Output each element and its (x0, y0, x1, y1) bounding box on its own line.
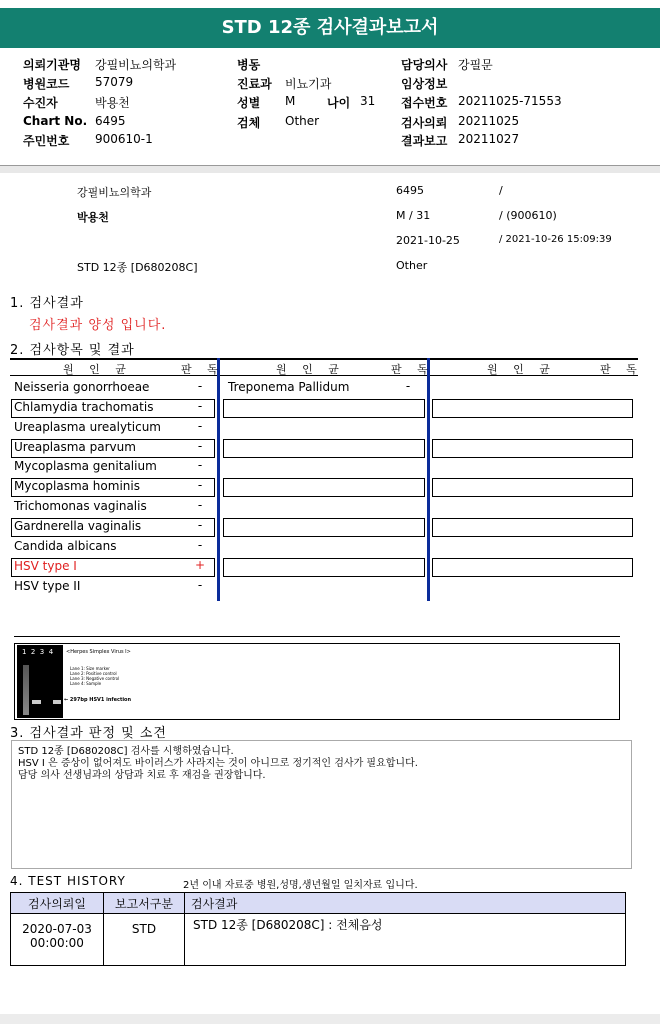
pathogen-name: Ureaplasma parvum (14, 439, 136, 454)
pathogen-name: Candida albicans (14, 538, 117, 553)
opinion-box (11, 740, 632, 869)
history-col-result: 검사결과 (185, 893, 626, 914)
history-col-type: 보고서구분 (104, 893, 185, 914)
id-value: 900610-1 (95, 132, 153, 146)
col2-empty-box (223, 478, 425, 497)
gel-legend-item: Lane 2: Positive control (70, 671, 117, 676)
pathogen-name: Trichomonas vaginalis (14, 499, 147, 514)
gel-legend-item: Lane 1: Size marker (70, 666, 110, 671)
pathogen-result: - (197, 517, 203, 532)
id-label: 주민번호 (23, 134, 70, 148)
gel-legend-item: Lane 3: Negative control (70, 676, 120, 681)
pathogen-name: Chlamydia trachomatis (14, 399, 154, 414)
pathogen-name: Ureaplasma urealyticum (14, 419, 161, 434)
col3-empty-box (432, 558, 633, 577)
age-value: 31 (360, 94, 376, 108)
col2-result-header: 판 독 (391, 363, 434, 376)
pathogen-result: - (197, 438, 203, 453)
pathogen-name: Mycoplasma genitalium (14, 459, 157, 474)
history-row (11, 914, 626, 966)
pathogen-result: - (197, 498, 203, 513)
chart-value: 6495 (95, 114, 126, 128)
pathogen-result: - (197, 398, 203, 413)
opinion-line: STD 12종 [D680208C] 검사를 시행하였습니다. (18, 746, 234, 757)
history-type: STD (104, 914, 185, 966)
section1-title: 1. 검사결과 (10, 296, 84, 311)
pathogen-result: - (197, 478, 203, 493)
sex-label: 성별 (237, 96, 261, 110)
gel-marker-lane (23, 665, 29, 715)
pathogen-result: - (197, 537, 203, 552)
col2-empty-box (223, 399, 425, 418)
pathogen-name: HSV type II (14, 578, 81, 593)
specimen-label: 검체 (237, 116, 261, 130)
dept-label: 진료과 (237, 77, 272, 91)
pathogen-result: - (197, 458, 203, 473)
dept-value: 비뇨기과 (285, 77, 332, 91)
col3-pathogen-header: 원 인 균 (487, 363, 556, 376)
pathogen-name: Gardnerella vaginalis (14, 518, 142, 533)
opinion-line: 담당 의사 선생님과의 상담과 치료 후 재검을 권장합니다. (18, 770, 266, 781)
pathogen-result: - (197, 577, 203, 592)
history-note: 2년 이내 자료중 병원,성명,생년월일 일치자료 입니다. (183, 880, 418, 891)
gel-band-positive (32, 700, 41, 704)
ward-label: 병동 (237, 58, 261, 72)
info-hospital: 강필비뇨의학과 (77, 186, 152, 199)
gel-band-sample (53, 700, 61, 704)
info-specimen: Other (396, 259, 428, 272)
history-header-row (11, 893, 626, 914)
pathogen-name: Neisseria gonorrhoeae (14, 380, 150, 394)
grid-divider-2 (427, 358, 430, 601)
pathogen-result: + (194, 557, 206, 572)
chart-label: Chart No. (23, 114, 88, 128)
col3-empty-box (432, 439, 633, 458)
gel-lanes: 1 2 3 4 (22, 648, 54, 656)
col2-pathogen-header: 원 인 균 (276, 363, 345, 376)
footer-shade (0, 1014, 660, 1024)
patient-value: 박용천 (95, 96, 130, 110)
patient-label: 수진자 (23, 96, 58, 110)
hospital-value: 강필비뇨의학과 (95, 58, 177, 72)
receipt-label: 접수번호 (401, 96, 448, 110)
col2-empty-box (223, 518, 425, 537)
result-summary: 검사결과 양성 입니다. (29, 318, 167, 333)
pathogen-result: - (197, 418, 203, 433)
sex-value: M (285, 94, 296, 108)
info-sex-age: M / 31 (396, 209, 431, 222)
col2-empty-box (223, 439, 425, 458)
report-date-value: 20211027 (458, 132, 520, 146)
gel-top-line (14, 636, 620, 637)
section4-title: 4. TEST HISTORY (10, 874, 126, 888)
report-title: STD 12종 검사결과보고서 (0, 8, 660, 48)
col3-empty-box (432, 478, 633, 497)
gel-image (17, 645, 63, 718)
hospital-label: 의뢰기관명 (23, 58, 81, 72)
section2-title: 2. 검사항목 및 결과 (10, 343, 135, 358)
age-label: 나이 (327, 96, 351, 110)
code-label: 병원코드 (23, 77, 70, 91)
info-date-reported: / 2021-10-26 15:09:39 (499, 234, 612, 245)
col3-empty-box (432, 518, 633, 537)
pathogen-result: - (405, 379, 411, 393)
doctor-label: 담당의사 (401, 58, 448, 72)
col1-result-header: 판 독 (181, 363, 224, 376)
info-chart: 6495 (396, 184, 424, 197)
report-date-label: 결과보고 (401, 134, 448, 148)
info-patient: 박용천 (77, 211, 109, 224)
history-date: 2020-07-03 (22, 922, 92, 936)
request-label: 검사의뢰 (401, 116, 448, 130)
history-date-cell (11, 914, 104, 966)
receipt-value: 20211025-71553 (458, 94, 562, 108)
history-col-date: 검사의뢰일 (11, 893, 104, 914)
doctor-value: 강필문 (458, 58, 493, 72)
info-date-received: 2021-10-25 (396, 234, 460, 247)
gel-title: <Herpes Simplex Virus I> (66, 649, 131, 655)
gel-legend-item: Lane 4: Sample (70, 681, 102, 686)
gel-arrow-label: ← 297bp HSV1 infection (64, 697, 132, 703)
info-slash: / (499, 184, 503, 197)
info-birth: / (900610) (499, 209, 557, 222)
pathogen-name: Treponema Pallidum (228, 380, 350, 394)
request-value: 20211025 (458, 114, 520, 128)
col3-result-header: 판 독 (600, 363, 643, 376)
history-time: 00:00:00 (30, 936, 84, 950)
col3-empty-box (432, 399, 633, 418)
info-test: STD 12종 [D680208C] (77, 261, 198, 274)
section3-title: 3. 검사결과 판정 및 소견 (10, 726, 167, 741)
col1-pathogen-header: 원 인 균 (63, 363, 132, 376)
pathogen-name: HSV type I (14, 558, 77, 573)
col2-empty-box (223, 558, 425, 577)
history-table (10, 892, 626, 966)
header-shade (0, 166, 660, 173)
grid-top-line (10, 358, 638, 360)
code-value: 57079 (95, 75, 134, 89)
grid-divider-1 (217, 358, 220, 601)
specimen-value: Other (285, 114, 320, 128)
pathogen-result: - (197, 379, 203, 393)
pathogen-name: Mycoplasma hominis (14, 479, 140, 494)
clinical-label: 임상정보 (401, 77, 448, 91)
opinion-line: HSV I 은 증상이 없어져도 바이러스가 사라지는 것이 아니므로 정기적인 검사가 필요합니다. (18, 758, 418, 769)
gel-legend (70, 666, 119, 686)
opinion-text (18, 746, 418, 782)
history-result: STD 12종 [D680208C] : 전체음성 (185, 914, 626, 966)
